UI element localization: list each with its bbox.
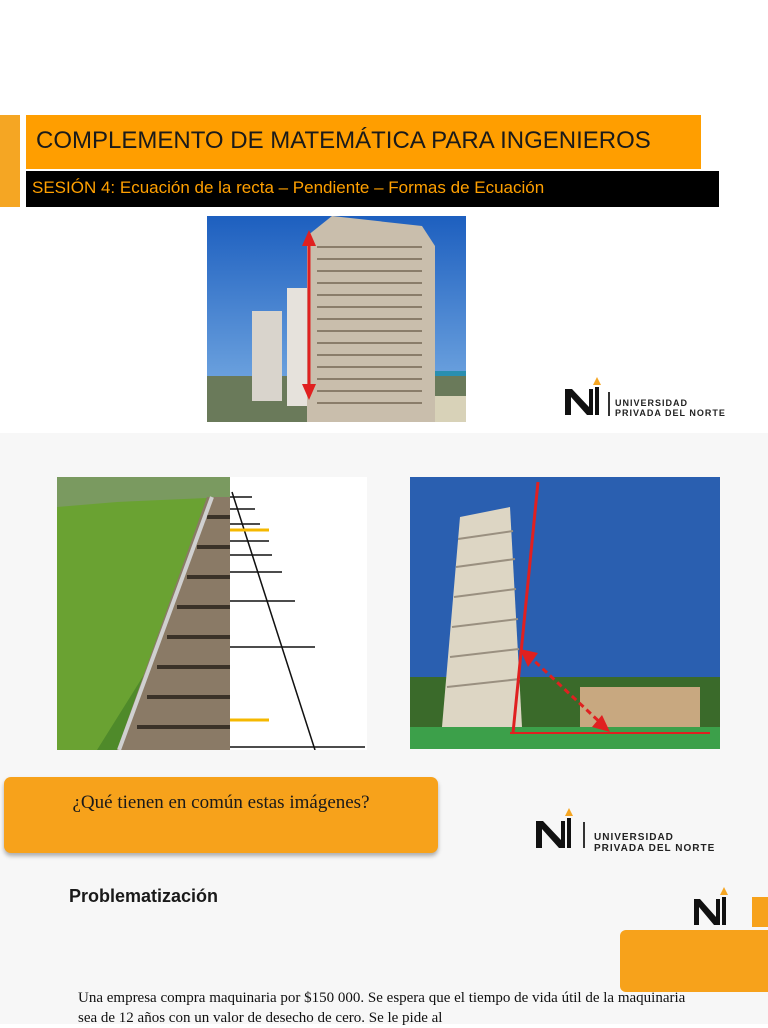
session-subtitle: SESIÓN 4: Ecuación de la recta – Pendiente – Formas de Ecuación [32, 178, 545, 197]
logo-wordmark-2 [594, 832, 715, 854]
logo-divider [608, 392, 610, 416]
upn-logo-icon-3 [692, 885, 732, 927]
railway-image [57, 477, 367, 750]
building-image [207, 216, 466, 422]
problem-heading: Problematización [69, 886, 219, 906]
logo-wordmark [615, 398, 726, 418]
question-text: ¿Qué tienen en común estas imágenes? [72, 792, 370, 813]
orange-tab [752, 897, 768, 927]
logo-line-2: PRIVADA DEL NORTE [594, 843, 716, 854]
problem-body: Una empresa compra maquinaria por $150 000. Se espera que el tiempo de vida útil de la maquinaria sea de 12 años con un valor de desecho de cero. Se le pide al [78, 990, 686, 1026]
logo-line-1: UNIVERSIDAD [615, 398, 689, 408]
orange-block [620, 930, 768, 992]
logo-line-1: UNIVERSIDAD [594, 832, 674, 843]
left-accent-bar [0, 115, 20, 207]
upn-logo-icon [563, 375, 608, 417]
logo-divider-2 [583, 822, 585, 848]
logo-line-2: PRIVADA DEL NORTE [615, 408, 726, 418]
pisa-tower-image [410, 477, 720, 749]
upn-logo-icon-2 [534, 806, 582, 850]
course-title: COMPLEMENTO DE MATEMÁTICA PARA INGENIEROS [36, 127, 651, 154]
